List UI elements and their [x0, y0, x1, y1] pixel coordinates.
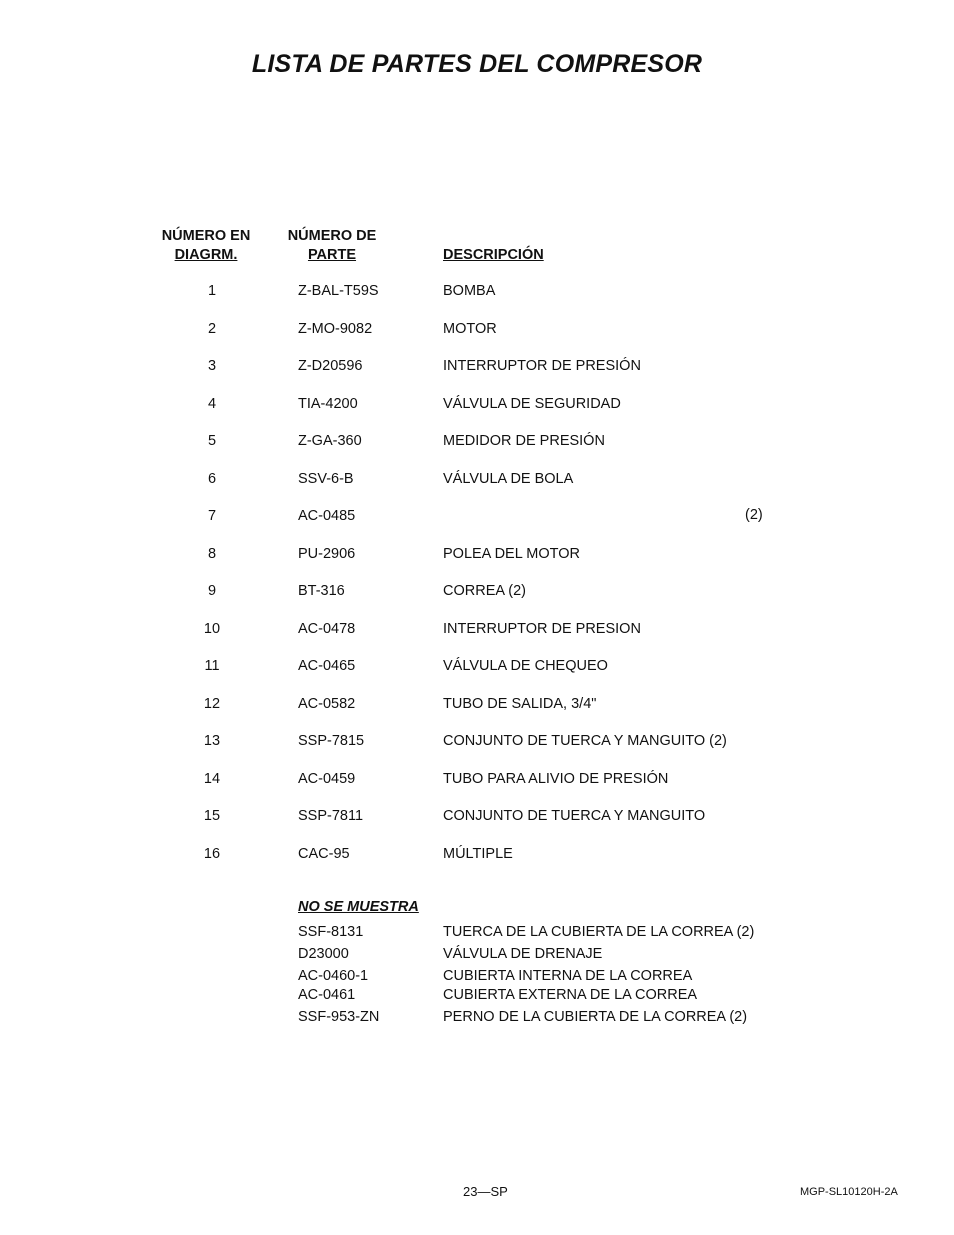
part-number: AC-0485 [298, 508, 356, 524]
header-part-line1: NÚMERO DE [287, 228, 377, 244]
part-description: POLEA DEL MOTOR [443, 546, 580, 562]
part-description: CONJUNTO DE TUERCA Y MANGUITO [443, 808, 706, 824]
part-description: VÁLVULA DE CHEQUEO [443, 658, 608, 674]
diagram-number: 13 [203, 733, 221, 749]
diagram-number: 7 [207, 508, 217, 524]
part-description: INTERRUPTOR DE PRESIÓN [443, 358, 641, 374]
page-title: LISTA DE PARTES DEL COMPRESOR [251, 50, 703, 78]
part-number: AC-0460-1 [298, 968, 369, 984]
diagram-number: 3 [207, 358, 217, 374]
diagram-number: 10 [203, 621, 221, 637]
diagram-number: 16 [203, 846, 221, 862]
part-description: MEDIDOR DE PRESIÓN [443, 433, 605, 449]
diagram-number: 8 [207, 546, 217, 562]
part-number: AC-0465 [298, 658, 356, 674]
diagram-number: 2 [207, 321, 217, 337]
part-description: TUERCA DE LA CUBIERTA DE LA CORREA (2) [443, 924, 755, 940]
diagram-number: 6 [207, 471, 217, 487]
part-number: SSF-8131 [298, 924, 364, 940]
header-part-line2: PARTE [307, 247, 357, 263]
document-code: MGP-SL10120H-2A [800, 1186, 898, 1198]
part-description: MOTOR [443, 321, 497, 337]
part-number: AC-0478 [298, 621, 356, 637]
part-number: SSF-953-ZN [298, 1009, 380, 1025]
part-number: Z-GA-360 [298, 433, 362, 449]
diagram-number: 11 [204, 658, 220, 674]
part-description: INTERRUPTOR DE PRESION [443, 621, 641, 637]
part-description: BOMBA [443, 283, 496, 299]
header-description: DESCRIPCIÓN [443, 247, 544, 263]
diagram-number: 12 [203, 696, 221, 712]
diagram-number: 1 [207, 283, 217, 299]
part-number: AC-0582 [298, 696, 356, 712]
part-number: Z-MO-9082 [298, 321, 373, 337]
part-description: CUBIERTA EXTERNA DE LA CORREA [443, 987, 698, 1003]
quantity-note: (2) [745, 507, 763, 523]
part-description: VÁLVULA DE BOLA [443, 471, 574, 487]
part-description: TUBO PARA ALIVIO DE PRESIÓN [443, 771, 669, 787]
not-shown-heading: NO SE MUESTRA [298, 899, 419, 915]
diagram-number: 5 [207, 433, 217, 449]
part-number: SSP-7815 [298, 733, 365, 749]
part-number: SSP-7811 [298, 808, 364, 824]
part-number: PU-2906 [298, 546, 356, 562]
part-description: VÁLVULA DE SEGURIDAD [443, 396, 621, 412]
part-number: TIA-4200 [298, 396, 358, 412]
part-number: CAC-95 [298, 846, 350, 862]
part-number: Z-D20596 [298, 358, 363, 374]
diagram-number: 4 [207, 396, 217, 412]
part-description: TUBO DE SALIDA, 3/4" [443, 696, 597, 712]
part-description: CORREA (2) [443, 583, 526, 599]
header-diagram-line2: DIAGRM. [174, 247, 238, 263]
header-diagram-number [150, 227, 262, 265]
diagram-number: 15 [203, 808, 221, 824]
part-number: Z-BAL-T59S [298, 283, 379, 299]
part-description: CUBIERTA INTERNA DE LA CORREA [443, 968, 693, 984]
part-description: VÁLVULA DE DRENAJE [443, 946, 603, 962]
diagram-number: 9 [207, 583, 217, 599]
part-description: MÚLTIPLE [443, 846, 513, 862]
part-number: AC-0461 [298, 987, 356, 1003]
part-number: D23000 [298, 946, 349, 962]
header-diagram-line1: NÚMERO EN [161, 228, 251, 244]
page-number: 23—SP [463, 1184, 508, 1199]
part-description: PERNO DE LA CUBIERTA DE LA CORREA (2) [443, 1009, 748, 1025]
part-number: SSV-6-B [298, 471, 354, 487]
part-number: BT-316 [298, 583, 345, 599]
part-number: AC-0459 [298, 771, 356, 787]
header-part-number [276, 227, 388, 265]
part-description: CONJUNTO DE TUERCA Y MANGUITO (2) [443, 733, 727, 749]
diagram-number: 14 [203, 771, 221, 787]
